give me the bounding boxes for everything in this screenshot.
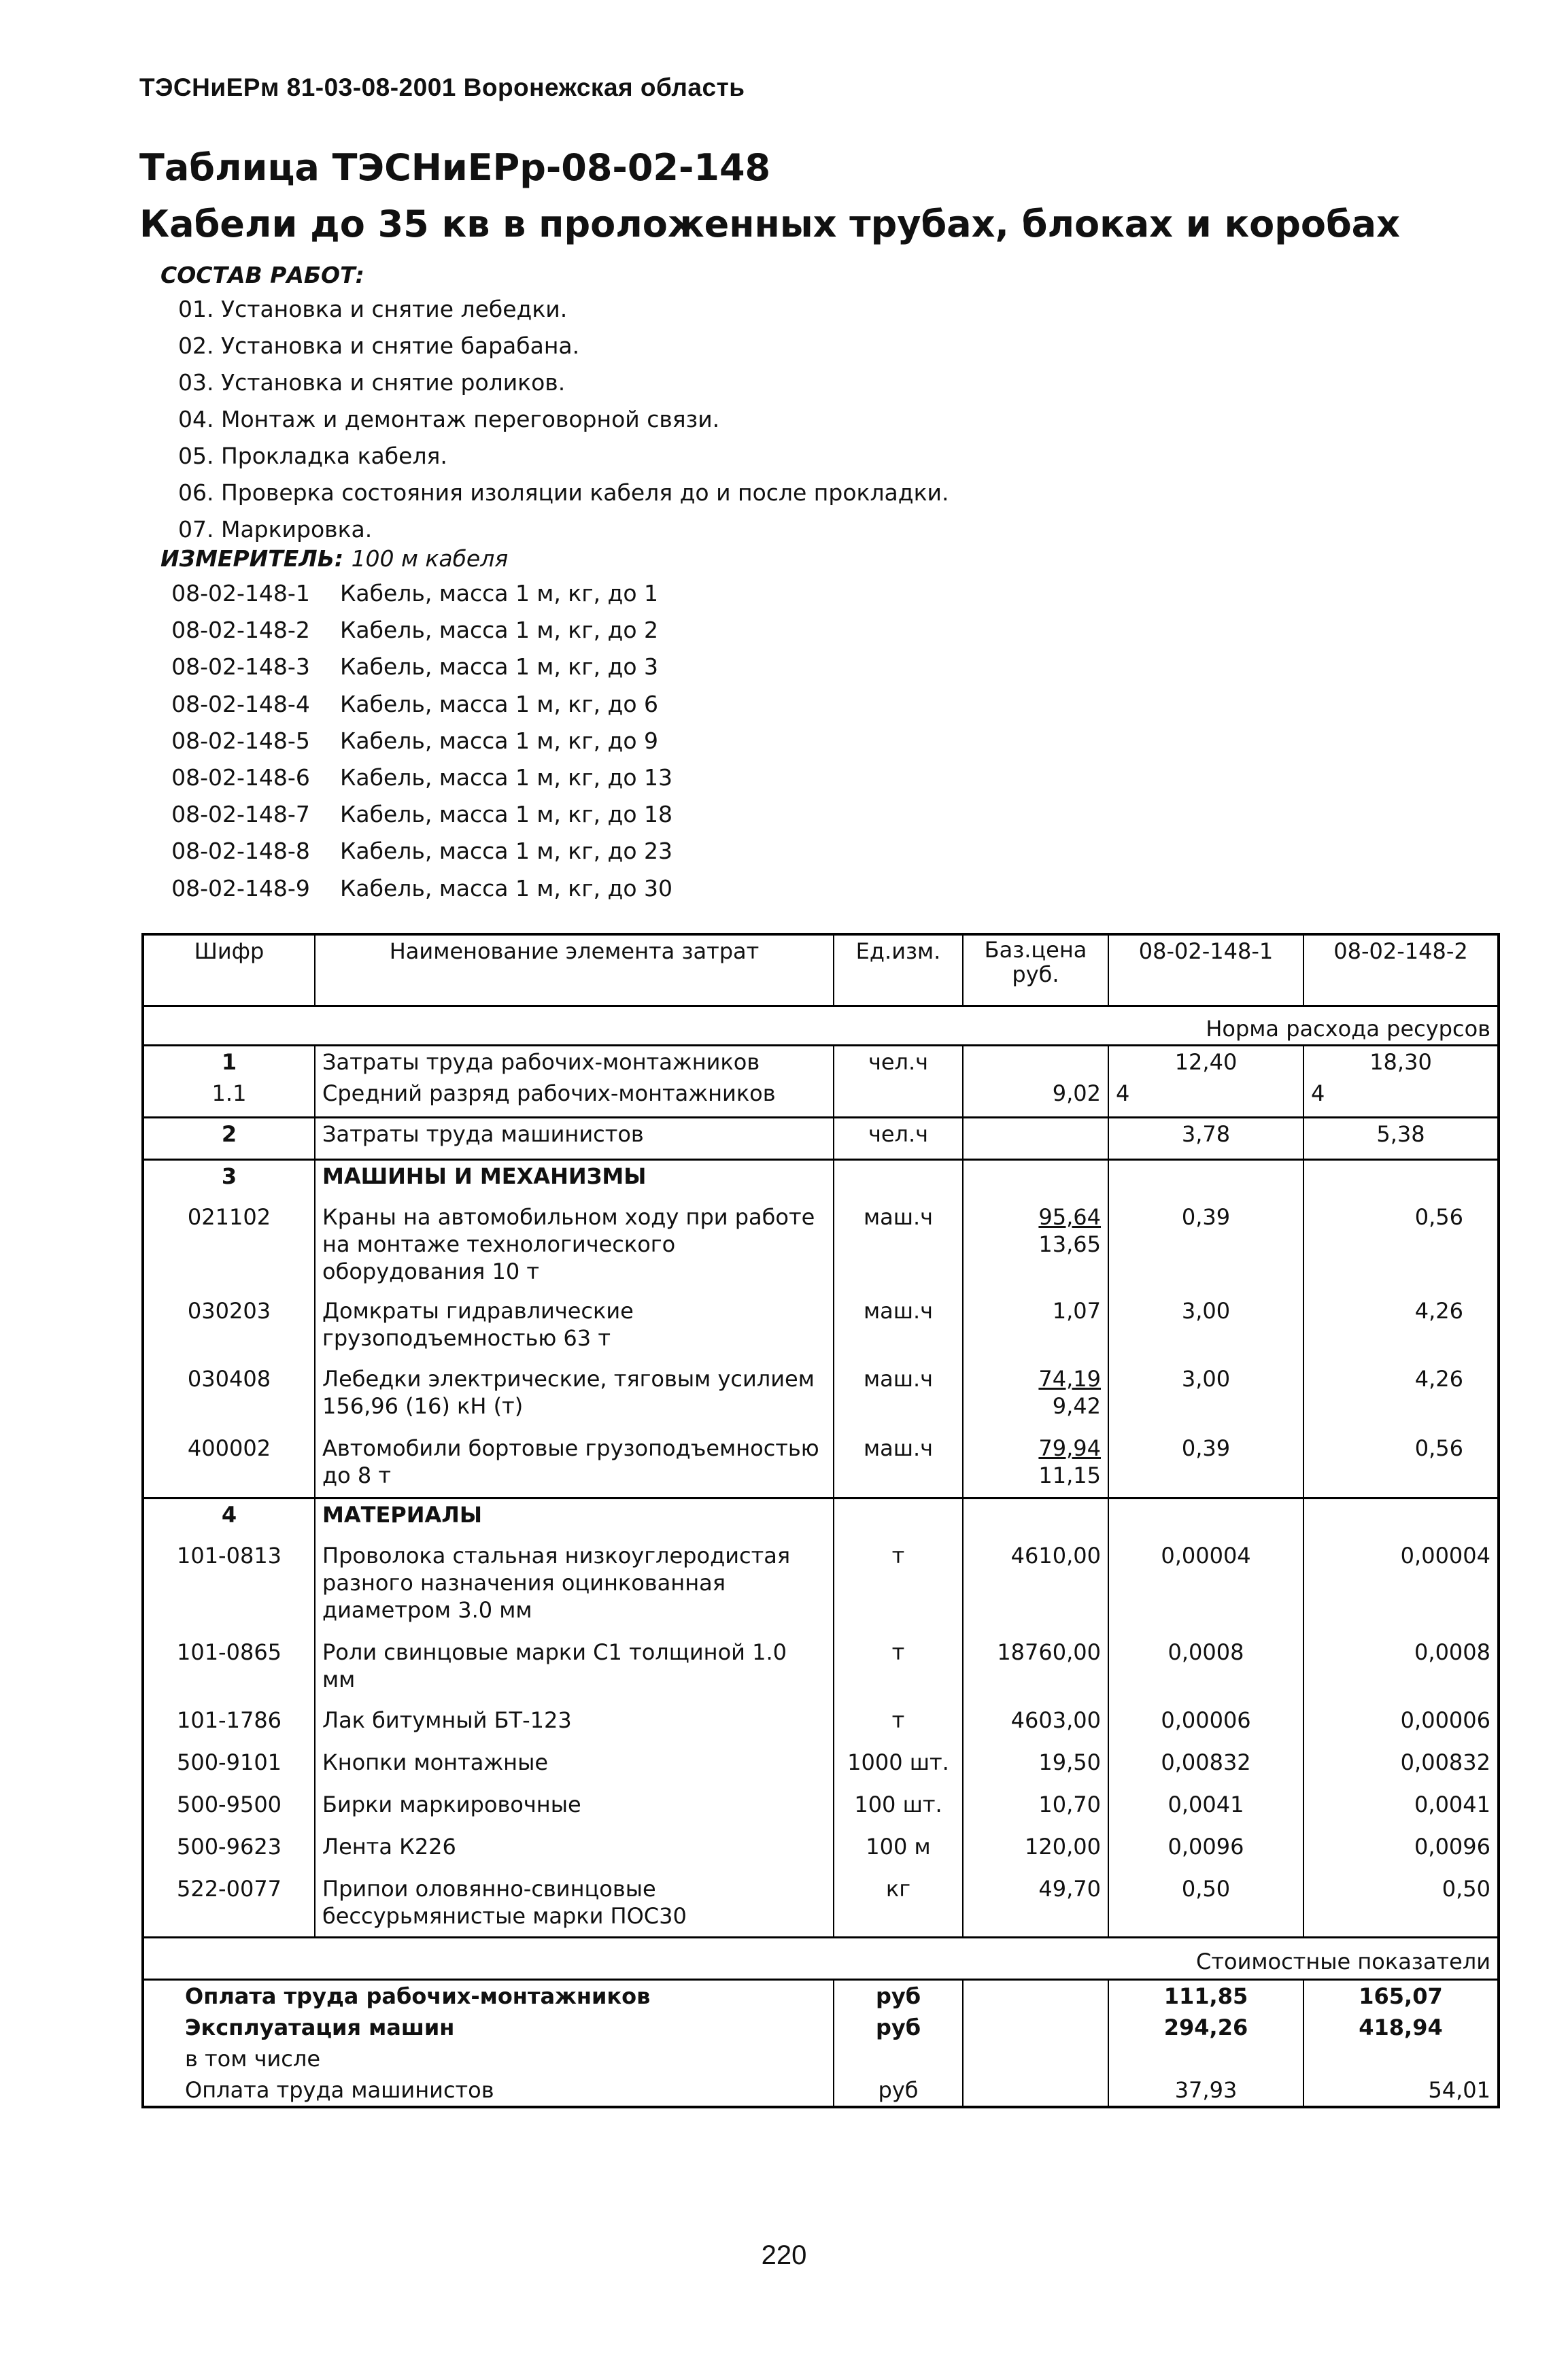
page-number: 220 (761, 2240, 807, 2270)
row-price: 18760,00 (963, 1637, 1108, 1705)
cost-val-1: 294,26 (1108, 2012, 1303, 2043)
row-unit (834, 1078, 963, 1117)
row-code: 030203 (187, 1298, 271, 1324)
code-row (141, 833, 672, 870)
row-val-1: 3,00 (1108, 1295, 1303, 1363)
row-price (963, 1046, 1108, 1078)
section-code: 4 (221, 1501, 237, 1528)
row-price: 1,07 (963, 1295, 1108, 1363)
row-name: Лак битумный БТ-123 (315, 1705, 834, 1747)
price-base: 74,19 (1038, 1366, 1101, 1392)
row-name: Кнопки монтажные (315, 1747, 834, 1789)
row-price: 4603,00 (963, 1705, 1108, 1747)
row-name: Краны на автомобильном ходу при работе на монтаже технологического оборудования 10 т (315, 1201, 834, 1295)
row-unit: т (834, 1637, 963, 1705)
section-code: 3 (221, 1163, 237, 1189)
code-desc: Кабель, масса 1 м, кг, до 9 (340, 727, 659, 754)
code-desc: Кабель, масса 1 м, кг, до 23 (340, 838, 673, 865)
row-val-1: 3,00 (1108, 1363, 1303, 1433)
header-col-2: 08-02-148-2 (1303, 934, 1499, 1006)
cost-label: Стоимостные показатели (1196, 1948, 1490, 1974)
row-unit: т (834, 1540, 963, 1637)
row-val-1: 0,00832 (1108, 1747, 1303, 1789)
row-val-1: 3,78 (1108, 1117, 1303, 1159)
row-val-1: 4 (1108, 1078, 1303, 1117)
price-base: 95,64 (1038, 1204, 1101, 1230)
resource-table (141, 933, 1500, 2108)
header-code: Шифр (143, 934, 315, 1006)
row-name: Автомобили бортовые грузоподъемностью до 8 т (315, 1433, 834, 1498)
cost-name: Эксплуатация машин (185, 2014, 455, 2040)
row-val-2: 0,0041 (1303, 1789, 1499, 1831)
work-item: 07. Маркировка. (178, 516, 373, 543)
row-code: 500-9101 (176, 1749, 282, 1775)
table-row (143, 1789, 1499, 1831)
row-unit: т (834, 1705, 963, 1747)
row-price: 10,70 (963, 1789, 1108, 1831)
row-val-2: 4,26 (1303, 1295, 1499, 1363)
cost-val-2: 418,94 (1303, 2012, 1499, 2043)
header-unit: Ед.изм. (834, 934, 963, 1006)
row-name: Средний разряд рабочих-монтажников (315, 1078, 834, 1117)
table-row (143, 1747, 1499, 1789)
row-code: 500-9623 (176, 1834, 282, 1860)
table-row (143, 1201, 1499, 1295)
section-row (143, 1159, 1499, 1201)
price-wage: 9,42 (1052, 1393, 1101, 1419)
cost-val-1: 111,85 (1108, 1979, 1303, 2012)
cost-unit: руб (834, 2012, 963, 2043)
code: 08-02-148-6 (171, 764, 310, 791)
code-desc: Кабель, масса 1 м, кг, до 3 (340, 653, 659, 681)
table-row (143, 1705, 1499, 1747)
row-val-2: 0,50 (1303, 1873, 1499, 1937)
row-code: 400002 (187, 1435, 271, 1461)
row-name: Домкраты гидравлические грузоподъемностью 63 т (315, 1295, 834, 1363)
cost-row (143, 2074, 1499, 2107)
row-unit: чел.ч (834, 1046, 963, 1078)
row-name: Затраты труда машинистов (315, 1117, 834, 1159)
work-item: 04. Монтаж и демонтаж переговорной связи. (178, 406, 720, 432)
code-desc: Кабель, масса 1 м, кг, до 1 (340, 580, 659, 606)
code-desc: Кабель, масса 1 м, кг, до 2 (340, 617, 659, 644)
row-val-2: 0,00006 (1303, 1705, 1499, 1747)
meter-label: ИЗМЕРИТЕЛЬ: (160, 545, 344, 572)
row-val-2: 0,0096 (1303, 1831, 1499, 1873)
code-row (141, 649, 672, 685)
row-code: 500-9500 (176, 1792, 282, 1817)
code-row (141, 796, 672, 833)
code-desc: Кабель, масса 1 м, кг, до 6 (340, 690, 659, 717)
row-code: 101-1786 (176, 1707, 282, 1733)
row-unit: маш.ч (834, 1201, 963, 1295)
cost-name: в том числе (185, 2045, 320, 2072)
section-title: МАТЕРИАЛЫ (315, 1498, 834, 1540)
row-name: Роли свинцовые марки С1 толщиной 1.0 мм (315, 1637, 834, 1705)
row-val-2: 0,00004 (1303, 1540, 1499, 1637)
table-row (143, 1637, 1499, 1705)
price-wage: 11,15 (1038, 1462, 1101, 1488)
cost-val-2: 54,01 (1303, 2074, 1499, 2107)
code: 08-02-148-9 (171, 874, 310, 902)
table-row (143, 1540, 1499, 1637)
code: 08-02-148-7 (171, 801, 310, 828)
row-code: 101-0865 (176, 1639, 282, 1665)
table-subtitle: Кабели до 35 кв в проложенных трубах, блоках и коробах (139, 203, 1400, 245)
work-composition-label: СОСТАВ РАБОТ: (160, 262, 364, 288)
row-code: 021102 (187, 1204, 271, 1230)
row-price (963, 1117, 1108, 1159)
table-row (143, 1295, 1499, 1363)
meter-label-row (160, 545, 508, 572)
price-wage: 13,65 (1038, 1231, 1101, 1257)
table-row (143, 1433, 1499, 1498)
header-base-price: Баз.цена руб. (963, 934, 1108, 1006)
work-item: 06. Проверка состояния изоляции кабеля до и после прокладки. (178, 479, 949, 506)
document-header: ТЭСНиЕРм 81-03-08-2001 Воронежская область (139, 73, 745, 101)
row-name: Бирки маркировочные (315, 1789, 834, 1831)
code-row (141, 575, 672, 612)
norm-label: Норма расхода ресурсов (1206, 1016, 1490, 1042)
row-val-1: 0,39 (1108, 1201, 1303, 1295)
row-price (963, 1433, 1108, 1498)
row-val-1: 0,39 (1108, 1433, 1303, 1498)
row-val-2: 0,56 (1303, 1201, 1499, 1295)
row-unit: 100 м (834, 1831, 963, 1873)
row-val-1: 0,0096 (1108, 1831, 1303, 1873)
row-val-2: 0,56 (1303, 1433, 1499, 1498)
header-col-1: 08-02-148-1 (1108, 934, 1303, 1006)
row-price (963, 1363, 1108, 1433)
row-name: Лента К226 (315, 1831, 834, 1873)
row-name: Проволока стальная низкоуглеродистая разного назначения оцинкованная диаметром 3.0 мм (315, 1540, 834, 1637)
code-list (141, 575, 672, 907)
row-val-1: 0,50 (1108, 1873, 1303, 1937)
table-row (143, 1078, 1499, 1117)
row-price: 120,00 (963, 1831, 1108, 1873)
row-price: 49,70 (963, 1873, 1108, 1937)
row-name: Припои оловянно-свинцовые бессурьмянистые марки ПОС30 (315, 1873, 834, 1937)
row-val-1: 0,00004 (1108, 1540, 1303, 1637)
row-val-2: 5,38 (1303, 1117, 1499, 1159)
code-row (141, 759, 672, 796)
row-code: 2 (221, 1120, 237, 1147)
work-item: 05. Прокладка кабеля. (178, 443, 447, 469)
row-name: Затраты труда рабочих-монтажников (315, 1046, 834, 1078)
row-val-1: 0,0041 (1108, 1789, 1303, 1831)
section-title: МАШИНЫ И МЕХАНИЗМЫ (315, 1159, 834, 1201)
row-unit: 1000 шт. (834, 1747, 963, 1789)
table-row (143, 1831, 1499, 1873)
row-val-1: 0,00006 (1108, 1705, 1303, 1747)
row-code: 030408 (187, 1366, 271, 1392)
code: 08-02-148-3 (171, 653, 310, 681)
code: 08-02-148-4 (171, 690, 310, 717)
work-items-list (178, 291, 949, 548)
row-val-2: 0,00832 (1303, 1747, 1499, 1789)
meter-value: 100 м кабеля (351, 545, 509, 572)
row-unit: 100 шт. (834, 1789, 963, 1831)
code-row (141, 870, 672, 907)
header-name: Наименование элемента затрат (315, 934, 834, 1006)
code-desc: Кабель, масса 1 м, кг, до 13 (340, 764, 673, 791)
cost-name: Оплата труда машинистов (185, 2076, 494, 2103)
table-row (143, 1363, 1499, 1433)
row-code: 1.1 (211, 1080, 247, 1106)
cost-val-2: 165,07 (1303, 1979, 1499, 2012)
row-price: 19,50 (963, 1747, 1108, 1789)
price-base: 79,94 (1038, 1435, 1101, 1461)
row-price: 4610,00 (963, 1540, 1108, 1637)
row-val-1: 0,0008 (1108, 1637, 1303, 1705)
cost-unit: руб (834, 2074, 963, 2107)
cost-unit: руб (834, 1979, 963, 2012)
table-row (143, 1873, 1499, 1937)
table-title: Таблица ТЭСНиЕРр-08-02-148 (139, 146, 771, 189)
row-price (963, 1201, 1108, 1295)
code: 08-02-148-1 (171, 580, 310, 606)
code: 08-02-148-5 (171, 727, 310, 754)
code-row (141, 723, 672, 759)
cost-name: Оплата труда рабочих-монтажников (185, 1983, 651, 2009)
row-unit: кг (834, 1873, 963, 1937)
row-code: 1 (221, 1049, 237, 1075)
row-val-2: 4,26 (1303, 1363, 1499, 1433)
row-val-2: 0,0008 (1303, 1637, 1499, 1705)
table-header-row (143, 934, 1499, 1006)
row-unit: маш.ч (834, 1433, 963, 1498)
table-row (143, 1117, 1499, 1159)
code-row (141, 686, 672, 723)
cost-row (143, 2012, 1499, 2043)
table-row (143, 1046, 1499, 1078)
work-item: 03. Установка и снятие роликов. (178, 369, 566, 396)
row-unit: маш.ч (834, 1295, 963, 1363)
code-desc: Кабель, масса 1 м, кг, до 18 (340, 801, 673, 828)
cost-val-1: 37,93 (1108, 2074, 1303, 2107)
code-row (141, 612, 672, 649)
row-val-2: 18,30 (1303, 1046, 1499, 1078)
code-desc: Кабель, масса 1 м, кг, до 30 (340, 874, 673, 902)
work-item: 02. Установка и снятие барабана. (178, 332, 580, 359)
work-item: 01. Установка и снятие лебедки. (178, 296, 568, 322)
row-name: Лебедки электрические, тяговым усилием 156,96 (16) кН (т) (315, 1363, 834, 1433)
row-price: 9,02 (963, 1078, 1108, 1117)
section-row (143, 1498, 1499, 1540)
code: 08-02-148-8 (171, 838, 310, 865)
row-val-2: 4 (1303, 1078, 1499, 1117)
code: 08-02-148-2 (171, 617, 310, 644)
row-unit: чел.ч (834, 1117, 963, 1159)
row-unit: маш.ч (834, 1363, 963, 1433)
row-val-1: 12,40 (1108, 1046, 1303, 1078)
row-code: 101-0813 (176, 1543, 282, 1569)
cost-row (143, 1979, 1499, 2012)
cost-row (143, 2043, 1499, 2074)
row-code: 522-0077 (176, 1876, 282, 1902)
